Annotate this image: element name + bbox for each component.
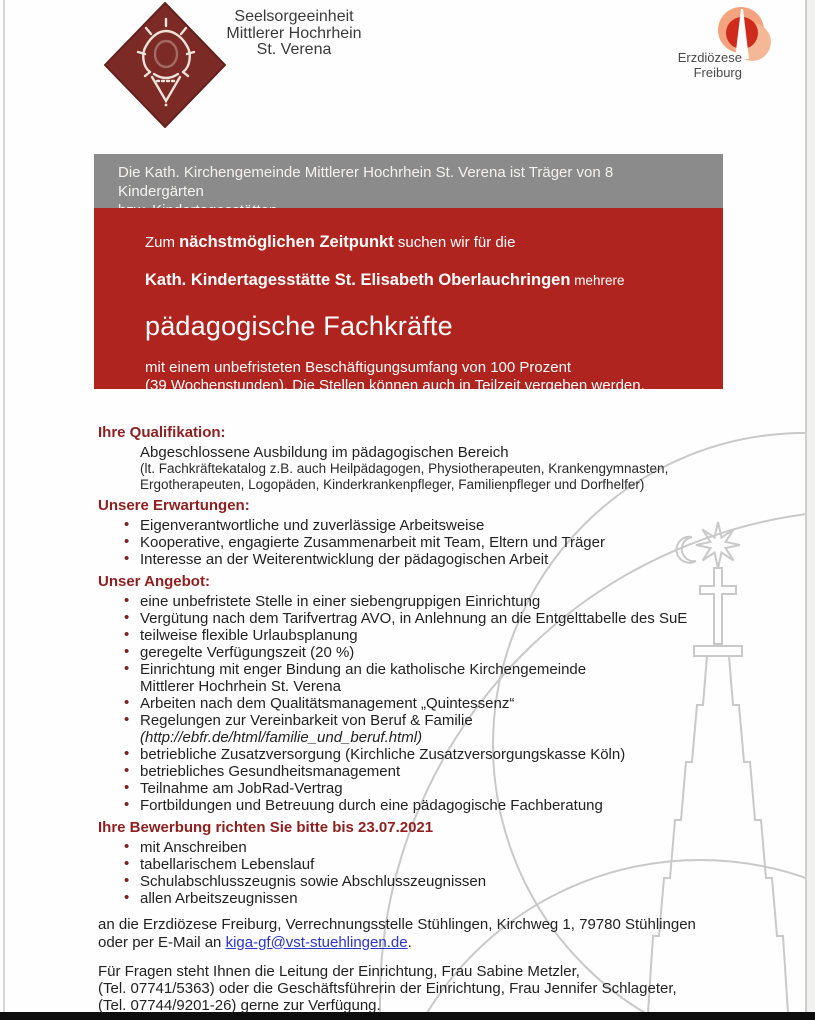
list-item: • teilweise flexible Urlaubsplanung	[124, 626, 358, 644]
list-item-url: (http://ebfr.de/html/familie_und_beruf.html)	[140, 729, 423, 746]
section-offer	[98, 573, 798, 814]
bullet-icon: •	[124, 855, 130, 872]
bullet-icon: •	[124, 609, 130, 626]
intro-banner-line1: Die Kath. Kirchengemeinde Mittlerer Hochrhein St. Verena ist Träger von 8 Kindergärten	[118, 164, 614, 200]
postal-address	[98, 916, 798, 951]
diocese-name-line2: Freiburg	[693, 64, 742, 80]
bullet-icon: •	[124, 660, 130, 677]
section-heading-application: Ihre Bewerbung richten Sie bitte bis 23.07.2021	[98, 819, 434, 836]
contact-info	[98, 963, 798, 1014]
page-edge-line-left	[3, 0, 5, 1020]
list-item: • betriebliches Gesundheitsmanagement	[124, 762, 401, 780]
job-banner-intro-bold: nächstmöglichen Zeitpunkt	[179, 233, 394, 251]
bullet-icon: •	[124, 643, 130, 660]
job-banner	[94, 208, 723, 394]
address-line2: oder per E-Mail an kiga-gf@vst-stuehlingen.de.	[98, 933, 412, 951]
list-item: • Schulabschlusszeugnis sowie Abschlusszeugnissen	[124, 872, 487, 890]
bullet-icon: •	[124, 711, 130, 728]
section-qualification	[98, 424, 798, 492]
bullet-icon: •	[124, 779, 130, 796]
bullet-icon: •	[124, 838, 130, 855]
bullet-icon: •	[124, 745, 130, 762]
intro-banner	[94, 154, 723, 208]
list-item: • Einrichtung mit enger Bindung an die katholische Kirchengemeinde	[124, 660, 587, 678]
list-item: • betriebliche Zusatzversorgung (Kirchliche Zusatzversorgungskasse Köln)	[124, 745, 626, 763]
list-item: • tabellarischem Lebenslauf	[124, 855, 315, 873]
list-item: • Regelungen zur Vereinbarkeit von Beruf & Familie	[124, 711, 473, 729]
list-item-continuation: Mittlerer Hochrhein St. Verena	[140, 678, 341, 695]
page-scan-margin	[807, 0, 815, 1020]
bullet-icon: •	[124, 550, 130, 567]
bullet-icon: •	[124, 533, 130, 550]
list-item: • Arbeiten nach dem Qualitätsmanagement „Quintessenz“	[124, 694, 515, 712]
parish-name-line2: Mittlerer Hochrhein	[226, 24, 362, 42]
bullet-icon: •	[124, 796, 130, 813]
bullet-icon: •	[124, 592, 130, 609]
list-item: • allen Arbeitszeugnissen	[124, 889, 298, 907]
qualification-note-line1: (lt. Fachkräftekatalog z.B. auch Heilpädagogen, Physiotherapeuten, Krankengymnasten,	[140, 461, 669, 476]
offer-list	[98, 593, 798, 814]
diocese-name	[660, 51, 742, 80]
bullet-icon: •	[124, 516, 130, 533]
contact-line3: (Tel. 07744/9201-26) gerne zur Verfügung.	[98, 997, 381, 1014]
list-item: • eine unbefristete Stelle in einer siebengruppigen Einrichtung	[124, 592, 541, 610]
section-heading-expectations: Unsere Erwartungen:	[98, 497, 250, 514]
contact-line2: (Tel. 07741/5363) oder die Geschäftsführerin der Einrichtung, Frau Jennifer Schlageter,	[98, 980, 677, 997]
bullet-icon: •	[124, 762, 130, 779]
email-link[interactable]: kiga-gf@vst-stuehlingen.de	[225, 933, 408, 951]
address-line1: an die Erzdiözese Freiburg, Verrechnungsstelle Stühlingen, Kirchweg 1, 79780 Stühlingen	[98, 916, 696, 933]
list-item: • Teilnahme am JobRad-Vertrag	[124, 779, 343, 797]
employment-details: mit einem unbefristeten Beschäftigungsumfang von 100 Prozent (39 Wochenstunden). Die Stellen können auch in Teilzeit vergeben werden.	[145, 359, 645, 394]
bullet-icon: •	[124, 626, 130, 643]
list-item: • Vergütung nach dem Tarifvertrag AVO, in Anlehnung an die Entgelttabelle des SuE	[124, 609, 688, 627]
parish-name-line1: Seelsorgeeinheit	[234, 8, 354, 25]
list-item: • Eigenverantwortliche und zuverlässige Arbeitsweise	[124, 516, 485, 534]
facility-name-line: Kath. Kindertagesstätte St. Elisabeth Oberlauchringen mehrere	[145, 271, 625, 289]
diocese-name-line1: Erzdiözese	[677, 50, 742, 65]
bullet-icon: •	[124, 694, 130, 711]
qualification-note-line2: Ergotherapeuten, Logopäden, Kinderkrankenpfleger, Familienpfleger und Dorfhelfer)	[140, 476, 645, 492]
page-edge-line-right	[805, 0, 807, 1020]
job-banner-intro-line: Zum nächstmöglichen Zeitpunkt suchen wir für die	[145, 233, 516, 251]
section-expectations	[98, 497, 798, 568]
qualification-line: Abgeschlossene Ausbildung im pädagogischen Bereich	[140, 444, 509, 461]
list-item: • Kooperative, engagierte Zusammenarbeit mit Team, Eltern und Träger	[124, 533, 605, 551]
list-item: • mit Anschreiben	[124, 838, 247, 856]
application-list	[98, 839, 798, 907]
bullet-icon: •	[124, 872, 130, 889]
list-item: • geregelte Verfügungszeit (20 %)	[124, 643, 355, 661]
parish-name	[196, 9, 392, 59]
list-item: • Fortbildungen und Betreuung durch eine pädagogische Fachberatung	[124, 796, 603, 814]
job-title: pädagogische Fachkräfte	[145, 311, 453, 341]
expectations-list	[98, 517, 798, 568]
section-heading-qualification: Ihre Qualifikation:	[98, 424, 226, 441]
parish-name-line3: St. Verena	[256, 41, 332, 58]
document-body	[98, 424, 798, 1014]
section-application	[98, 819, 798, 907]
contact-line1: Für Fragen steht Ihnen die Leitung der Einrichtung, Frau Sabine Metzler,	[98, 963, 580, 980]
bullet-icon: •	[124, 889, 130, 906]
section-heading-offer: Unser Angebot:	[98, 573, 210, 590]
list-item: • Interesse an der Weiterentwicklung der pädagogischen Arbeit	[124, 550, 549, 568]
